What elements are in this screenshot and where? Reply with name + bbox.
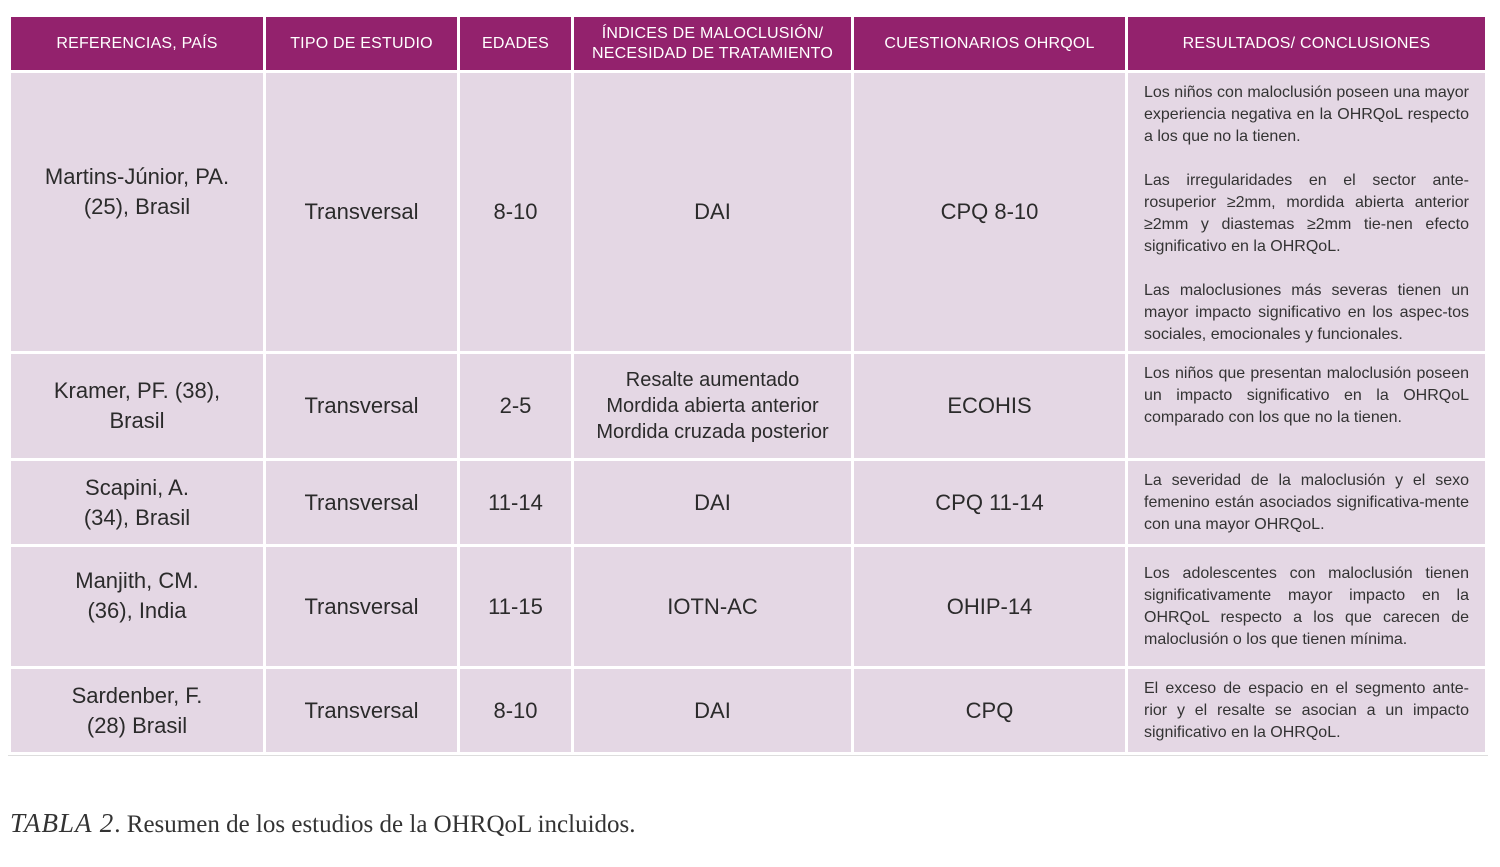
indice-item: DAI — [694, 199, 731, 224]
resultado-paragraph: Los adolescentes con maloclusión tienen significativamente mayor impacto en la OHRQoL respecto a los que carecen de maloclusión o los que tienen mínima. — [1144, 564, 1469, 648]
indice-item: IOTN-AC — [667, 593, 758, 619]
resultado-paragraph: Las maloclusiones más severas tienen un mayor impacto significativo en los aspec-tos sociales, emocionales y funcionales. — [1144, 282, 1469, 343]
cell-referencia — [11, 354, 263, 458]
header-indices — [574, 17, 851, 70]
table-caption — [10, 808, 636, 839]
ref-line: Brasil — [109, 408, 165, 433]
cell-resultados — [1128, 354, 1485, 458]
table-row — [11, 73, 1485, 351]
cell-edades: 2-5 — [460, 354, 571, 458]
indice-item: DAI — [694, 489, 731, 515]
cell-resultados — [1128, 461, 1485, 544]
indice-item: Mordida abierta anterior — [606, 395, 819, 417]
cell-indices — [574, 73, 851, 351]
ref-line: (36), India — [87, 597, 187, 623]
cell-edades: 11-14 — [460, 461, 571, 544]
table-row — [11, 461, 1485, 544]
ref-line: Martins-Júnior, PA. — [44, 164, 230, 189]
ref-line: Manjith, CM. — [75, 567, 199, 593]
cell-tipo: Transversal — [266, 461, 457, 544]
ref-line: (28) Brasil — [86, 712, 188, 738]
ref-line: Kramer, PF. (38), — [53, 378, 221, 403]
indice-item: Mordida cruzada posterior — [596, 421, 829, 443]
header-tipo-estudio: TIPO DE ESTUDIO — [266, 17, 457, 70]
table-row — [11, 547, 1485, 666]
cell-cuestionario: CPQ 8-10 — [854, 73, 1125, 351]
cell-resultados — [1128, 669, 1485, 752]
cell-indices — [574, 461, 851, 544]
cell-cuestionario: CPQ 11-14 — [854, 461, 1125, 544]
cell-cuestionario: ECOHIS — [854, 354, 1125, 458]
cell-resultados — [1128, 73, 1485, 351]
cell-tipo: Transversal — [266, 669, 457, 752]
header-row — [11, 17, 1485, 70]
ref-line: Sardenber, F. — [71, 682, 203, 708]
cell-edades: 11-15 — [460, 547, 571, 666]
header-indices-line1: ÍNDICES DE MALOCLUSIÓN/ — [601, 24, 824, 42]
table-row — [11, 669, 1485, 752]
indice-item: DAI — [694, 697, 731, 723]
cell-referencia — [11, 547, 263, 666]
cell-referencia — [11, 461, 263, 544]
cell-cuestionario: CPQ — [854, 669, 1125, 752]
cell-indices — [574, 669, 851, 752]
cell-referencia — [11, 669, 263, 752]
header-edades: EDADES — [460, 17, 571, 70]
resultado-paragraph: Los niños que presentan maloclusión poseen un impacto significativo en la OHRQoL comparado con los que no la tienen. — [1144, 365, 1469, 426]
cell-indices — [574, 354, 851, 458]
cell-cuestionario: OHIP-14 — [854, 547, 1125, 666]
resultado-paragraph: El exceso de espacio en el segmento ante-rior y el resalte se asocian a un impacto significativo en la OHRQoL. — [1144, 679, 1469, 741]
cell-tipo: Transversal — [266, 73, 457, 351]
cell-edades: 8-10 — [460, 73, 571, 351]
header-referencias: REFERENCIAS, PAÍS — [11, 17, 263, 70]
resultado-paragraph: Los niños con maloclusión poseen una mayor experiencia negativa en la OHRQoL respecto a los que no la tienen. — [1144, 84, 1469, 145]
ref-line: (25), Brasil — [83, 194, 191, 219]
cell-referencia — [11, 73, 263, 351]
cell-resultados — [1128, 547, 1485, 666]
caption-text: . Resumen de los estudios de la OHRQoL incluidos. — [114, 811, 636, 838]
header-resultados-line1: RESULTADOS/ — [1182, 34, 1296, 52]
table-row — [11, 354, 1485, 458]
header-resultados — [1128, 17, 1485, 70]
ref-line: (34), Brasil — [83, 504, 191, 530]
ref-line: Scapini, A. — [85, 474, 189, 500]
header-resultados-line2: CONCLUSIONES — [1299, 34, 1431, 52]
resultado-paragraph: Las irregularidades en el sector ante-rosuperior ≥2mm, mordida abierta anterior ≥2mm y diastemas ≥2mm tie-nen efecto significativo en la OHRQoL. — [1144, 172, 1469, 255]
table-container — [8, 14, 1488, 755]
resultado-paragraph: La severidad de la maloclusión y el sexo femenino están asociados significativa-mente con una mayor OHRQoL. — [1144, 472, 1469, 533]
study-summary-table — [8, 14, 1488, 755]
cell-tipo: Transversal — [266, 354, 457, 458]
indice-item: Resalte aumentado — [625, 369, 800, 391]
cell-indices — [574, 547, 851, 666]
header-cuestionarios: CUESTIONARIOS OHRQOL — [854, 17, 1125, 70]
caption-label: TABLA 2 — [10, 808, 115, 838]
header-indices-line2: NECESIDAD DE TRATAMIENTO — [592, 44, 833, 62]
cell-edades: 8-10 — [460, 669, 571, 752]
cell-tipo: Transversal — [266, 547, 457, 666]
table-bottom-rule — [8, 755, 1488, 756]
